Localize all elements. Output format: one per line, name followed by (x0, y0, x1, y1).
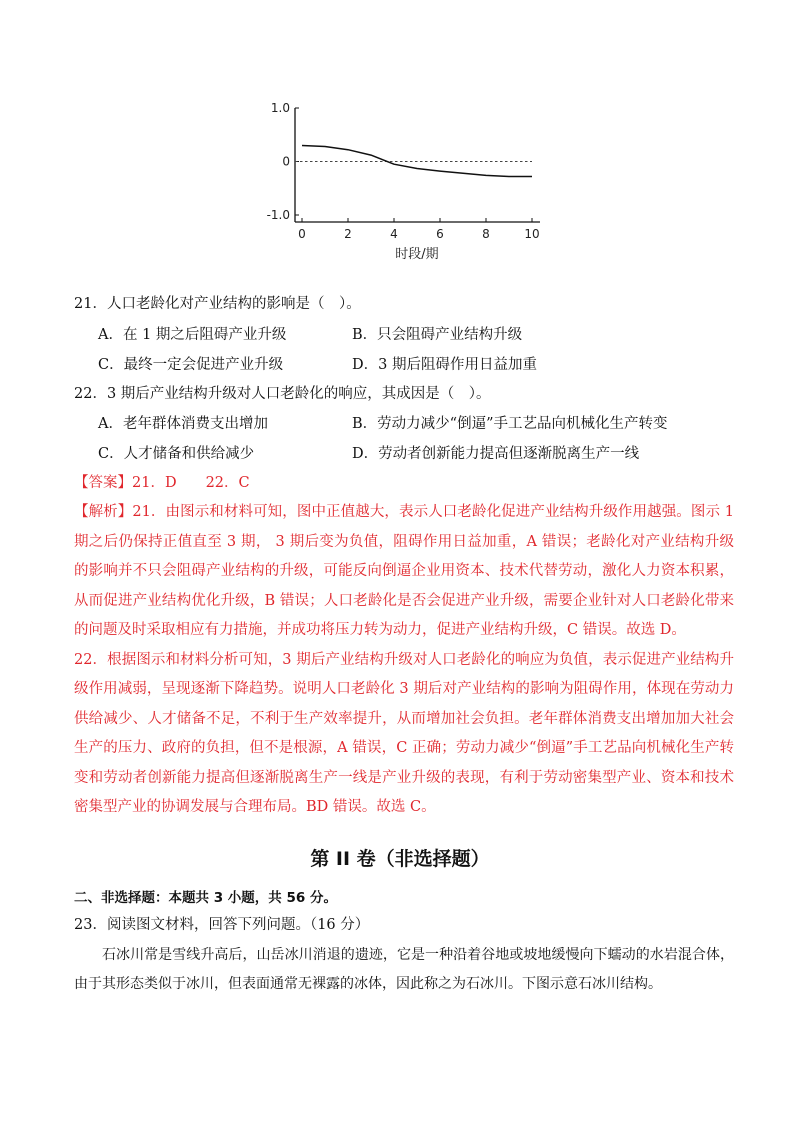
x-tick-label: 2 (344, 227, 352, 241)
x-tick-label: 10 (524, 227, 540, 241)
y-tick-label: 1.0 (270, 101, 290, 115)
answer-line: 【答案】21．D 22．C (74, 475, 250, 491)
explanation (74, 498, 734, 823)
q21-option-a: A．在 1 期之后阻碍产业升级 (98, 327, 287, 343)
q21-option-b: B．只会阻碍产业结构升级 (352, 327, 523, 343)
q21-option-d: D．3 期后阻碍作用日益加重 (352, 357, 537, 373)
q22-stem: 22．3 期后产业结构升级对人口老龄化的响应，其成因是（ ）。 (74, 386, 491, 402)
q23-material-text: 石冰川常是雪线升高后，山岳冰川消退的遗迹，它是一种沿着谷地或坡地缓慢向下蠕动的水岩混合体，由于其形态类似于冰川，但表面通常无裸露的冰体，因此称之为石冰川。下图示意石冰川结构。 (74, 947, 734, 992)
explanation-22: 22．根据图示和材料分析可知，3 期后产业结构升级对人口老龄化的响应为负值，表示促进产业结构升级作用减弱，呈现逐渐下降趋势。说明人口老龄化 3 期后对产业结构的影响为阻碍作用，体现在劳动力供给减少、人才储备不足，不利于生产效率提升，从而增加社会负担。老年群体消费支出增加加大社会生产的压力、政府的负担，但不是根源，A 错误，C 正确；劳动力减少“倒逼”手工艺品向机械化生产转变和劳动者创新能力提高但逐渐脱离生产一线是产业升级的表现，有利于劳动密集型产业、资本和技术密集型产业的协调发展与合理布局。BD 错误。故选 C。 (74, 651, 734, 815)
y-tick-label: 0 (282, 154, 290, 169)
q23-stem: 23．阅读图文材料，回答下列问题。（16 分） (74, 917, 370, 933)
section-heading: 二、非选择题：本题共 3 小题，共 56 分。 (74, 890, 337, 906)
q23-material (74, 941, 734, 999)
part2-title: 第 II 卷（非选择题） (310, 848, 490, 870)
q21-stem: 21．人口老龄化对产业结构的影响是（ ）。 (74, 296, 361, 312)
x-tick-label: 6 (436, 227, 444, 241)
line-chart (250, 95, 550, 275)
x-tick-label: 4 (390, 227, 398, 241)
x-tick-label: 8 (482, 227, 490, 241)
q22-option-d: D．劳动者创新能力提高但逐渐脱离生产一线 (352, 446, 640, 462)
q22-option-a: A．老年群体消费支出增加 (98, 416, 268, 432)
explanation-21: 【解析】21．由图示和材料可知，图中正值越大，表示人口老龄化促进产业结构升级作用越强。图示 1 期之后仍保持正值直至 3 期， 3 期后变为负值，阻碍作用日益加重，A 错误；老龄化对产业结构升级的影响并不只会阻碍产业结构的升级，可能反向倒逼企业用资本、技术代替劳动，激化人力资本积累，从而促进产业结构优化升级，B 错误；人口老龄化是否会促进产业升级，需要企业针对人口老龄化带来的问题及时采取相应有力措施，并成功将压力转为动力，促进产业结构升级，C 错误。故选 D。 (74, 504, 734, 638)
y-tick-label: -1.0 (266, 208, 290, 222)
q22-option-b: B．劳动力减少“倒逼”手工艺品向机械化生产转变 (352, 416, 668, 432)
x-axis-label: 时段/期 (395, 247, 439, 262)
x-tick-label: 0 (298, 227, 306, 241)
q22-option-c: C．人才储备和供给减少 (98, 446, 255, 462)
q21-option-c: C．最终一定会促进产业升级 (98, 357, 284, 373)
chart-svg (250, 95, 550, 275)
